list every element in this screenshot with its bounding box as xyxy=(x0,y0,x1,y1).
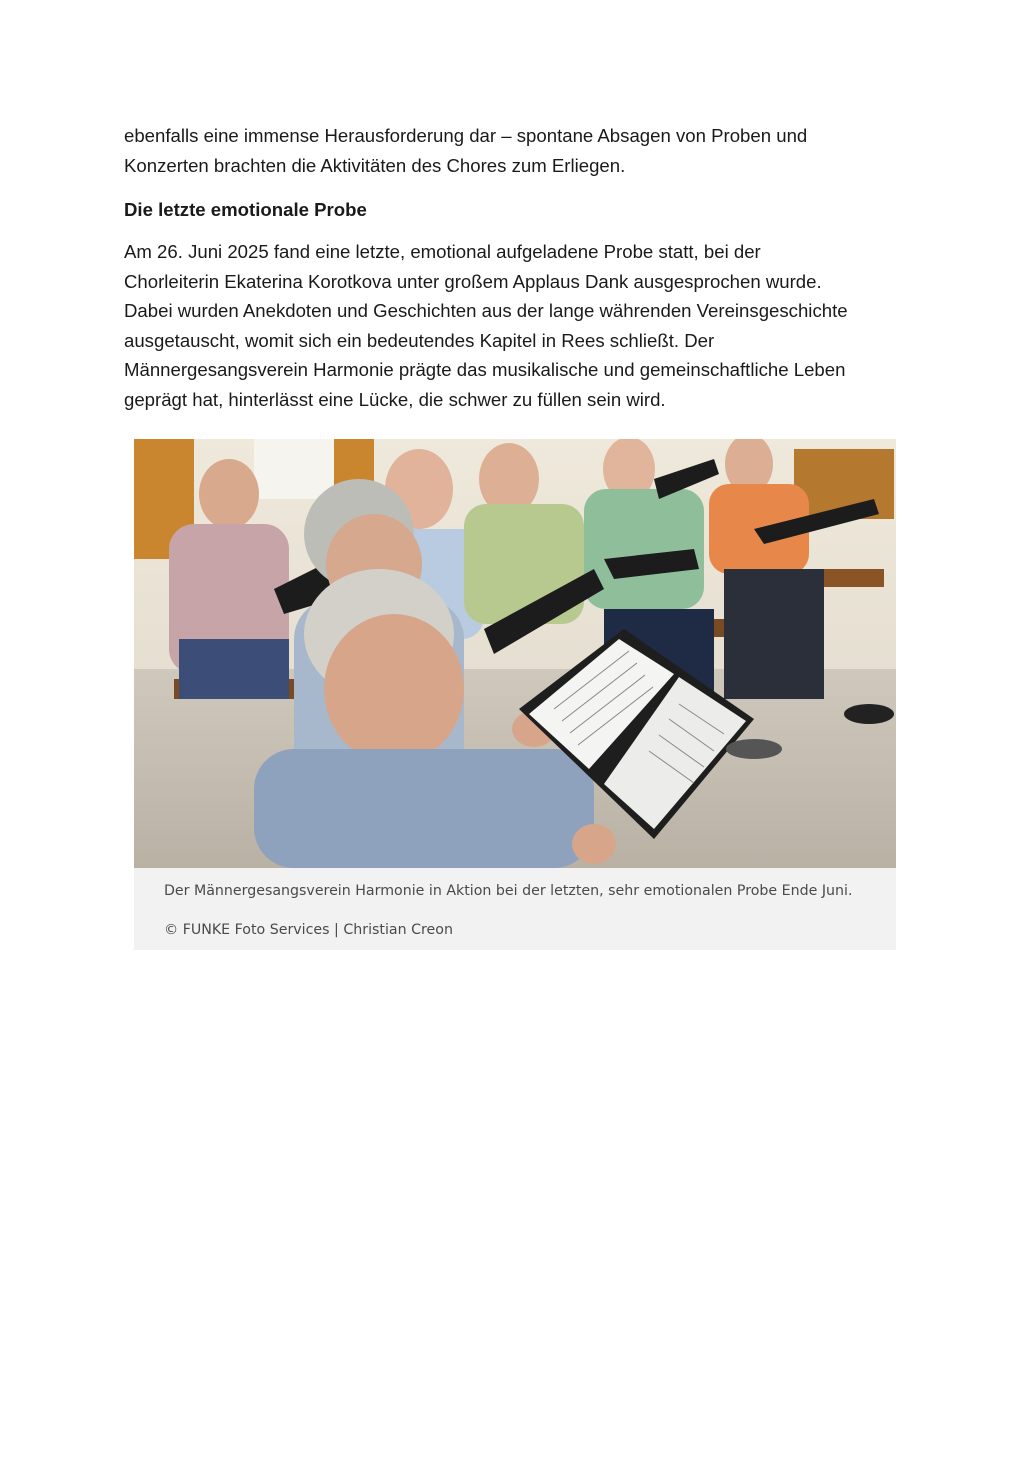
section-heading: Die letzte emotionale Probe xyxy=(124,199,367,220)
photo-caption: Der Männergesangsverein Harmonie in Aktion bei der letzten, sehr emotionalen Probe Ende Juni. xyxy=(164,883,853,899)
photo-credit: © FUNKE Foto Services | Christian Creon xyxy=(164,922,453,938)
text-line: Konzerten brachten die Aktivitäten des Chores zum Erliegen. xyxy=(124,154,626,176)
paragraph-rehearsal xyxy=(124,237,914,414)
text-line: ausgetauscht, womit sich ein bedeutendes Kapitel in Rees schließt. Der xyxy=(124,329,715,351)
text-line: Am 26. Juni 2025 fand eine letzte, emotional aufgeladene Probe statt, bei der xyxy=(124,241,761,262)
paragraph-intro xyxy=(124,121,914,180)
article-figure xyxy=(134,439,896,950)
text-line: geprägt hat, hinterlässt eine Lücke, die schwer zu füllen sein wird. xyxy=(124,388,666,410)
text-line: Chorleiterin Ekaterina Korotkova unter großem Applaus Dank ausgesprochen wurde. xyxy=(124,270,822,292)
text-line: ebenfalls eine immense Herausforderung dar – spontane Absagen von Proben und xyxy=(124,125,808,146)
text-line: Männergesangsverein Harmonie prägte das musikalische und gemeinschaftliche Leben xyxy=(124,359,846,380)
text-line: Dabei wurden Anekdoten und Geschichten aus der lange währenden Vereinsgeschichte xyxy=(124,300,848,321)
choir-photo xyxy=(134,439,896,868)
